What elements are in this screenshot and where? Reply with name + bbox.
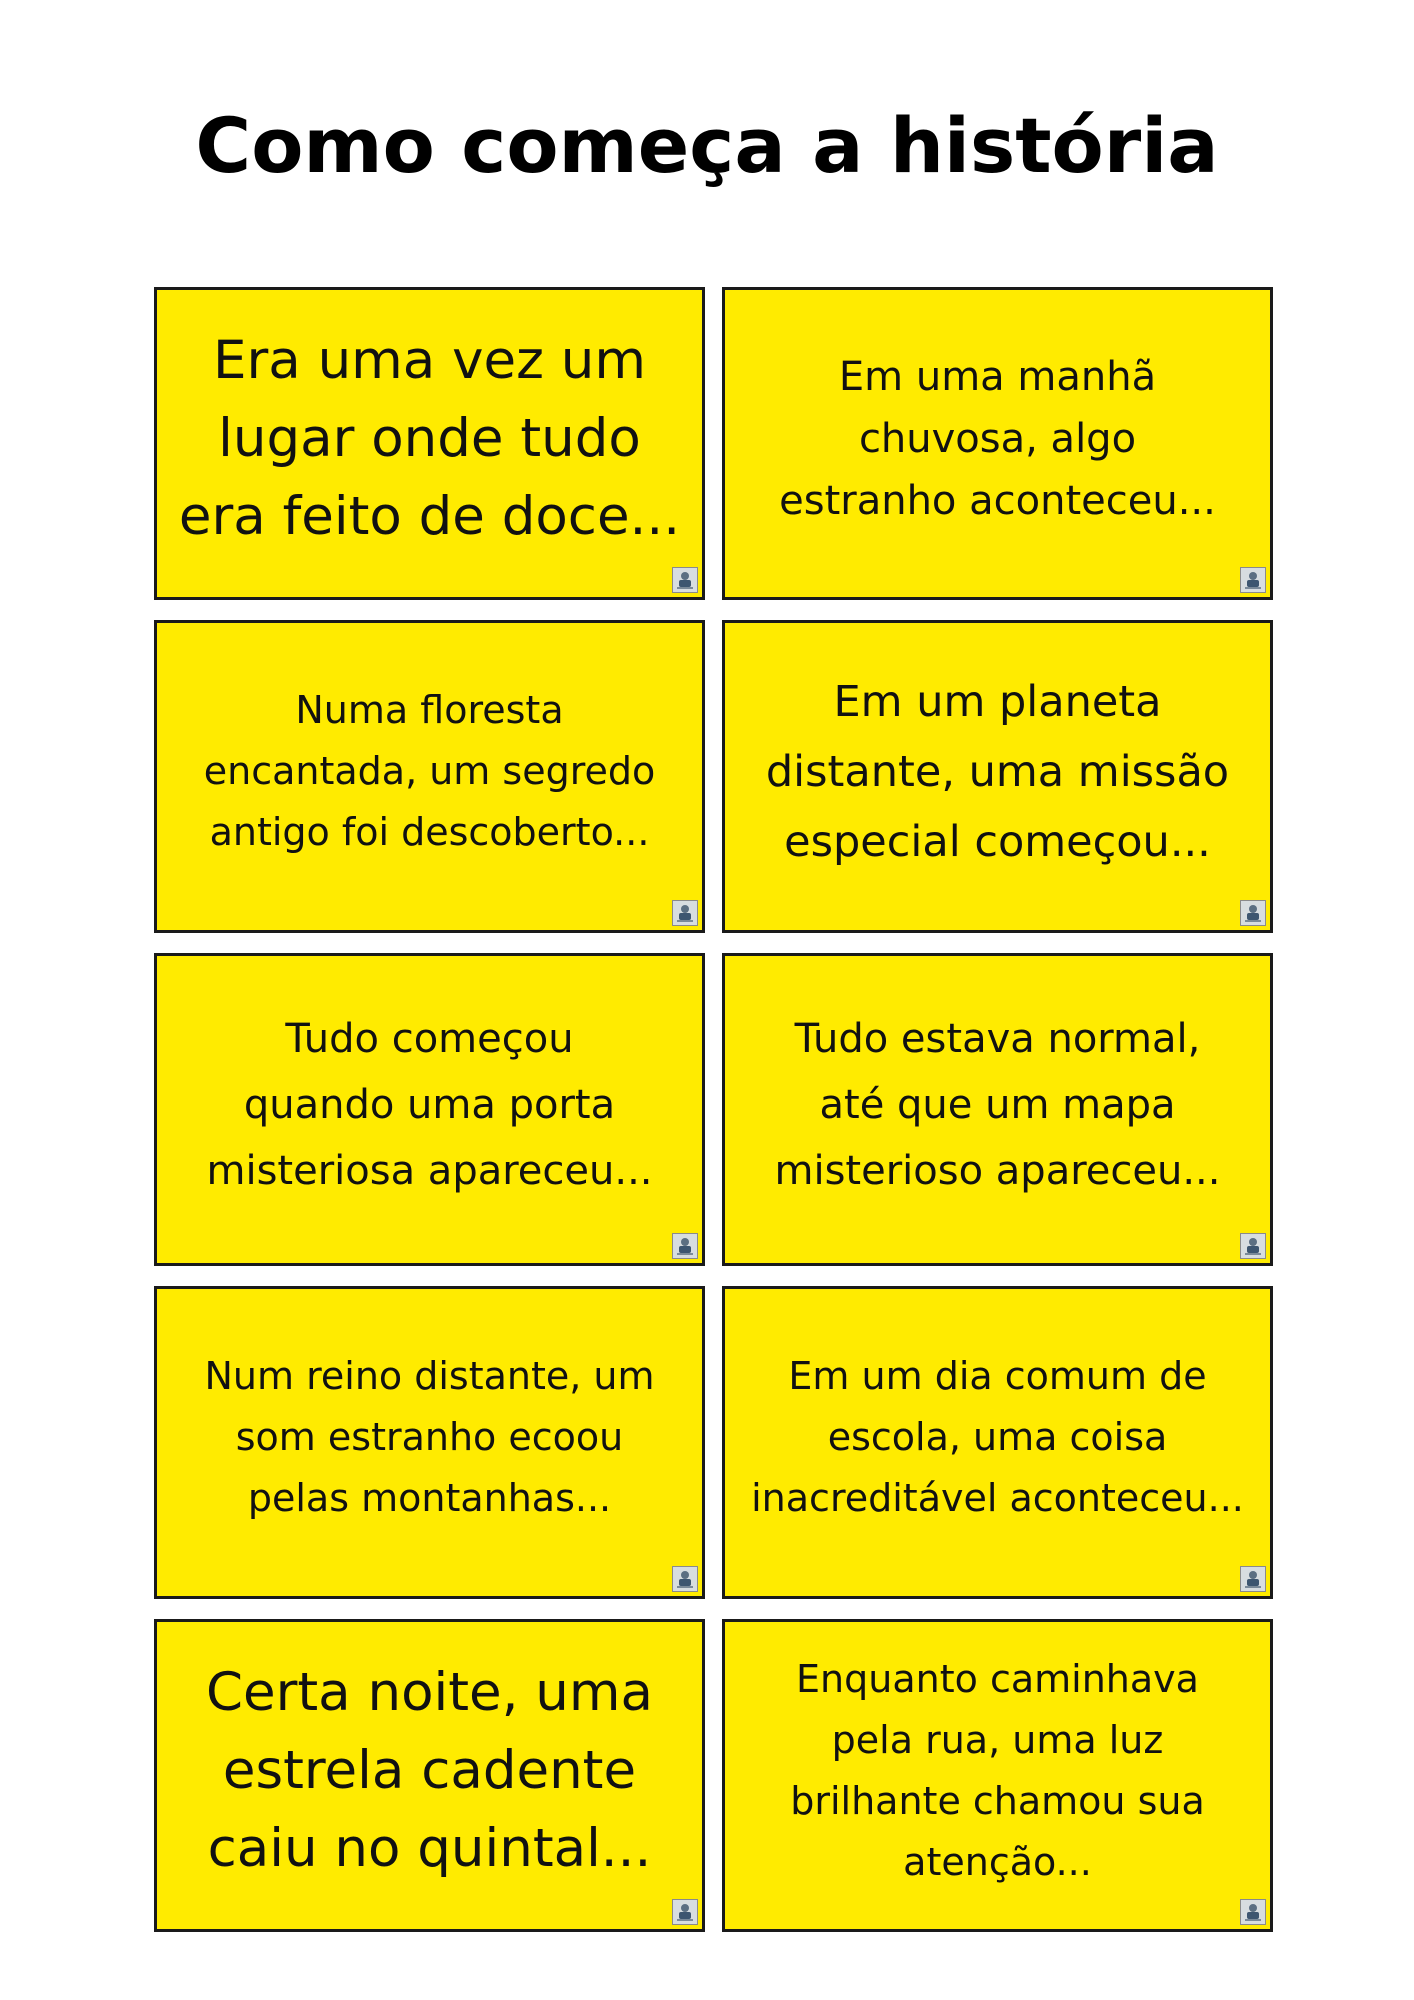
logo-badge-icon [1240,1566,1266,1592]
card-text [766,667,1229,877]
logo-badge-icon [672,900,698,926]
card-text [775,1006,1221,1204]
card-text [204,680,656,863]
card-text [179,322,680,556]
card-line: Era uma vez um [212,329,646,391]
card-text [204,1346,654,1529]
card-line: Em um dia comum de [788,1354,1207,1398]
card-line: pelas montanhas... [247,1476,612,1520]
story-card [154,287,705,600]
card-line: encantada, um segredo [203,749,656,793]
card-line: inacreditável aconteceu... [751,1476,1244,1520]
card-line: antigo foi descoberto... [209,810,650,854]
card-text [790,1649,1205,1893]
story-card [722,1286,1273,1599]
logo-badge-icon [672,1899,698,1925]
card-text [751,1346,1244,1529]
card-line: quando uma porta [243,1081,616,1128]
card-line: estranho aconteceu... [779,477,1216,524]
card-line: Tudo estava normal, [794,1015,1201,1062]
card-line: até que um mapa [819,1081,1176,1128]
card-text [207,1006,653,1204]
card-line: brilhante chamou sua [790,1778,1205,1823]
logo-badge-icon [672,567,698,593]
card-line: atenção... [903,1839,1092,1884]
card-line: era feito de doce... [178,485,681,547]
card-line: Em uma manhã [838,353,1157,400]
story-card [722,287,1273,600]
logo-badge-icon [1240,1233,1266,1259]
story-card [722,1619,1273,1932]
card-line: escola, uma coisa [827,1415,1168,1459]
card-line: Num reino distante, um [204,1354,655,1398]
logo-badge-icon [1240,1899,1266,1925]
story-card [154,620,705,933]
page-title: Como começa a história [195,101,1219,190]
card-line: misterioso apareceu... [774,1147,1221,1194]
card-text [206,1654,653,1888]
story-card-grid [154,287,1270,1932]
story-card [154,1619,705,1932]
card-line: especial começou... [784,816,1211,867]
card-line: caiu no quintal... [207,1817,652,1879]
logo-badge-icon [672,1566,698,1592]
card-text [779,346,1216,532]
card-line: distante, uma missão [765,746,1230,797]
card-line: chuvosa, algo [858,415,1137,462]
card-line: som estranho ecoou [235,1415,624,1459]
logo-badge-icon [672,1233,698,1259]
card-line: Enquanto caminhava [796,1656,1199,1701]
logo-badge-icon [1240,900,1266,926]
logo-badge-icon [1240,567,1266,593]
card-line: Certa noite, uma [205,1661,654,1723]
card-line: Tudo começou [285,1015,574,1062]
story-card [722,620,1273,933]
story-card [154,953,705,1266]
story-card [154,1286,705,1599]
card-line: misteriosa apareceu... [206,1147,653,1194]
card-line: estrela cadente [222,1739,637,1801]
card-line: Em um planeta [833,676,1162,727]
card-line: lugar onde tudo [218,407,641,469]
card-line: Numa floresta [295,688,564,732]
card-line: pela rua, uma luz [831,1717,1164,1762]
story-card [722,953,1273,1266]
